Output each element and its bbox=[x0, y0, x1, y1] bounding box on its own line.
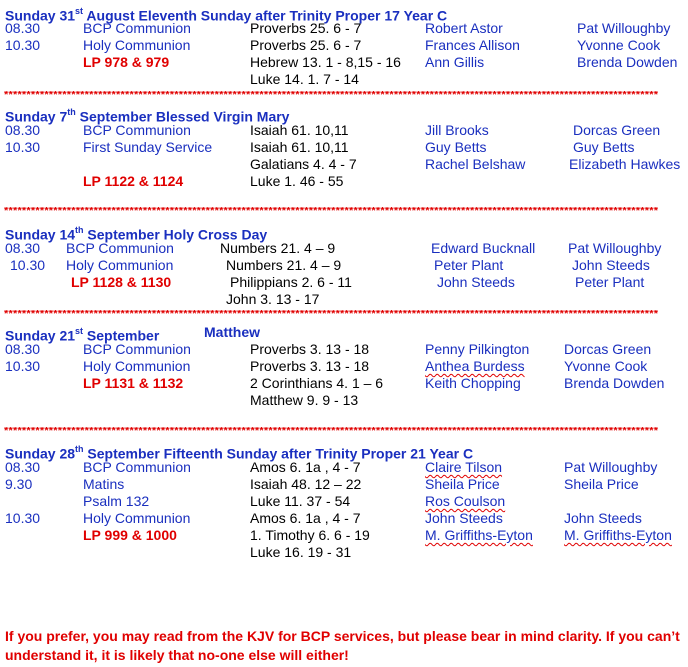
reading: Amos 6. 1a , 4 - 7 bbox=[250, 459, 361, 475]
reader-2: Sheila Price bbox=[564, 476, 639, 492]
separator-line: ************************************************************************************************************************************************** bbox=[4, 427, 659, 435]
reading: Hebrew 13. 1 - 8,15 - 16 bbox=[250, 54, 401, 70]
reading: Proverbs 3. 13 - 18 bbox=[250, 358, 370, 374]
reading: Philippians 2. 6 - 11 bbox=[230, 274, 352, 290]
reader-2: Brenda Dowden bbox=[564, 375, 665, 391]
reader-1: Penny Pilkington bbox=[425, 341, 530, 357]
service-name: BCP Communion bbox=[83, 122, 191, 138]
reading: Luke 11. 37 - 54 bbox=[250, 493, 351, 509]
reading: Proverbs 3. 13 - 18 bbox=[250, 341, 370, 357]
service-name: BCP Communion bbox=[83, 341, 191, 357]
reader-1: Rachel Belshaw bbox=[425, 156, 526, 172]
reader-1: Jill Brooks bbox=[425, 122, 489, 138]
reader-1: Anthea Burdess bbox=[425, 358, 525, 374]
reading: Isaiah 61. 10,11 bbox=[250, 122, 349, 138]
service-name: First Sunday Service bbox=[83, 139, 213, 155]
service-name: Holy Communion bbox=[83, 37, 191, 53]
reader-1: Robert Astor bbox=[425, 20, 503, 36]
service-time: 9.30 bbox=[5, 476, 33, 492]
reader-2: Guy Betts bbox=[573, 139, 635, 155]
service-name: BCP Communion bbox=[66, 240, 174, 256]
reading: Proverbs 25. 6 - 7 bbox=[250, 20, 362, 36]
reader-1: Ros Coulson bbox=[425, 493, 506, 509]
reader-2: John Steeds bbox=[564, 510, 642, 526]
reading: 1. Timothy 6. 6 - 19 bbox=[250, 527, 370, 543]
reader-1: Keith Chopping bbox=[425, 375, 521, 391]
service-time: 10.30 bbox=[10, 257, 46, 273]
service-time: 10.30 bbox=[5, 358, 41, 374]
section-5-heading: Sunday 28th September Fifteenth Sunday after Trinity Proper 21 Year C bbox=[5, 444, 474, 462]
service-time: 10.30 bbox=[5, 510, 41, 526]
hymn-numbers: LP 1122 & 1124 bbox=[83, 173, 184, 189]
reader-1: Edward Bucknall bbox=[431, 240, 536, 256]
reading: Amos 6. 1a , 4 - 7 bbox=[250, 510, 361, 526]
reading: 2 Corinthians 4. 1 – 6 bbox=[250, 375, 384, 391]
reader-2: Yvonne Cook bbox=[564, 358, 648, 374]
reader-1: Peter Plant bbox=[434, 257, 504, 273]
service-time: 08.30 bbox=[5, 240, 41, 256]
reading: Proverbs 25. 6 - 7 bbox=[250, 37, 362, 53]
hymn-numbers: LP 1128 & 1130 bbox=[71, 274, 172, 290]
separator-line: ************************************************************************************************************************************************** bbox=[4, 310, 659, 318]
service-name: Holy Communion bbox=[66, 257, 174, 273]
service-time: 08.30 bbox=[5, 122, 41, 138]
service-time: 08.30 bbox=[5, 341, 41, 357]
reader-2: Brenda Dowden bbox=[577, 54, 678, 70]
section-4-saint: Matthew bbox=[204, 324, 260, 340]
reader-1: M. Griffiths-Eyton bbox=[425, 527, 533, 543]
reading: Luke 14. 1. 7 - 14 bbox=[250, 71, 359, 87]
reader-1: John Steeds bbox=[437, 274, 515, 290]
section-4-heading: Sunday 21st September bbox=[5, 326, 160, 344]
reader-2: Elizabeth Hawkes bbox=[569, 156, 681, 172]
reader-2: Pat Willoughby bbox=[577, 20, 671, 36]
reader-2: John Steeds bbox=[572, 257, 650, 273]
reading: Galatians 4. 4 - 7 bbox=[250, 156, 357, 172]
reader-1: John Steeds bbox=[425, 510, 503, 526]
service-time: 08.30 bbox=[5, 20, 41, 36]
service-name: Holy Communion bbox=[83, 510, 191, 526]
kjv-note: If you prefer, you may read from the KJV for BCP services, but please bear in mind clarity. If you can’t understand it, it is likely that no-one else will either! bbox=[5, 628, 680, 663]
reading: Luke 16. 19 - 31 bbox=[250, 544, 352, 560]
reader-1: Sheila Price bbox=[425, 476, 500, 492]
reader-1: Frances Allison bbox=[425, 37, 520, 53]
service-name: Holy Communion bbox=[83, 358, 191, 374]
reading: Numbers 21. 4 – 9 bbox=[226, 257, 342, 273]
reader-2: Pat Willoughby bbox=[568, 240, 662, 256]
reader-2: Peter Plant bbox=[575, 274, 645, 290]
section-3-heading: Sunday 14th September Holy Cross Day bbox=[5, 225, 268, 243]
reader-2: Yvonne Cook bbox=[577, 37, 661, 53]
service-name: BCP Communion bbox=[83, 20, 191, 36]
reading: John 3. 13 - 17 bbox=[226, 291, 320, 307]
service-name: Matins bbox=[83, 476, 125, 492]
reading: Isaiah 61. 10,11 bbox=[250, 139, 349, 155]
separator-line: ************************************************************************************************************************************************** bbox=[4, 91, 659, 99]
reader-1: Ann Gillis bbox=[425, 54, 485, 70]
reading: Luke 1. 46 - 55 bbox=[250, 173, 344, 189]
service-name: BCP Communion bbox=[83, 459, 191, 475]
service-time: 10.30 bbox=[5, 139, 41, 155]
reader-1: Guy Betts bbox=[425, 139, 487, 155]
reading: Numbers 21. 4 – 9 bbox=[220, 240, 336, 256]
hymn-numbers: LP 1131 & 1132 bbox=[83, 375, 184, 391]
service-time: 10.30 bbox=[5, 37, 41, 53]
section-2-heading: Sunday 7th September Blessed Virgin Mary bbox=[5, 107, 290, 125]
reader-1: Claire Tilson bbox=[425, 459, 503, 475]
reader-2: M. Griffiths-Eyton bbox=[564, 527, 672, 543]
reader-2: Pat Willoughby bbox=[564, 459, 658, 475]
reader-2: Dorcas Green bbox=[573, 122, 661, 138]
hymn-numbers: LP 978 & 979 bbox=[83, 54, 170, 70]
reading: Isaiah 48. 12 – 22 bbox=[250, 476, 362, 492]
separator-line: ************************************************************************************************************************************************** bbox=[4, 207, 659, 215]
service-time: 08.30 bbox=[5, 459, 41, 475]
hymn-numbers: LP 999 & 1000 bbox=[83, 527, 177, 543]
psalm: Psalm 132 bbox=[83, 493, 150, 509]
section-1-heading: Sunday 31st August Eleventh Sunday after Trinity Proper 17 Year C bbox=[5, 6, 448, 24]
reading: Matthew 9. 9 - 13 bbox=[250, 392, 359, 408]
reader-2: Dorcas Green bbox=[564, 341, 652, 357]
